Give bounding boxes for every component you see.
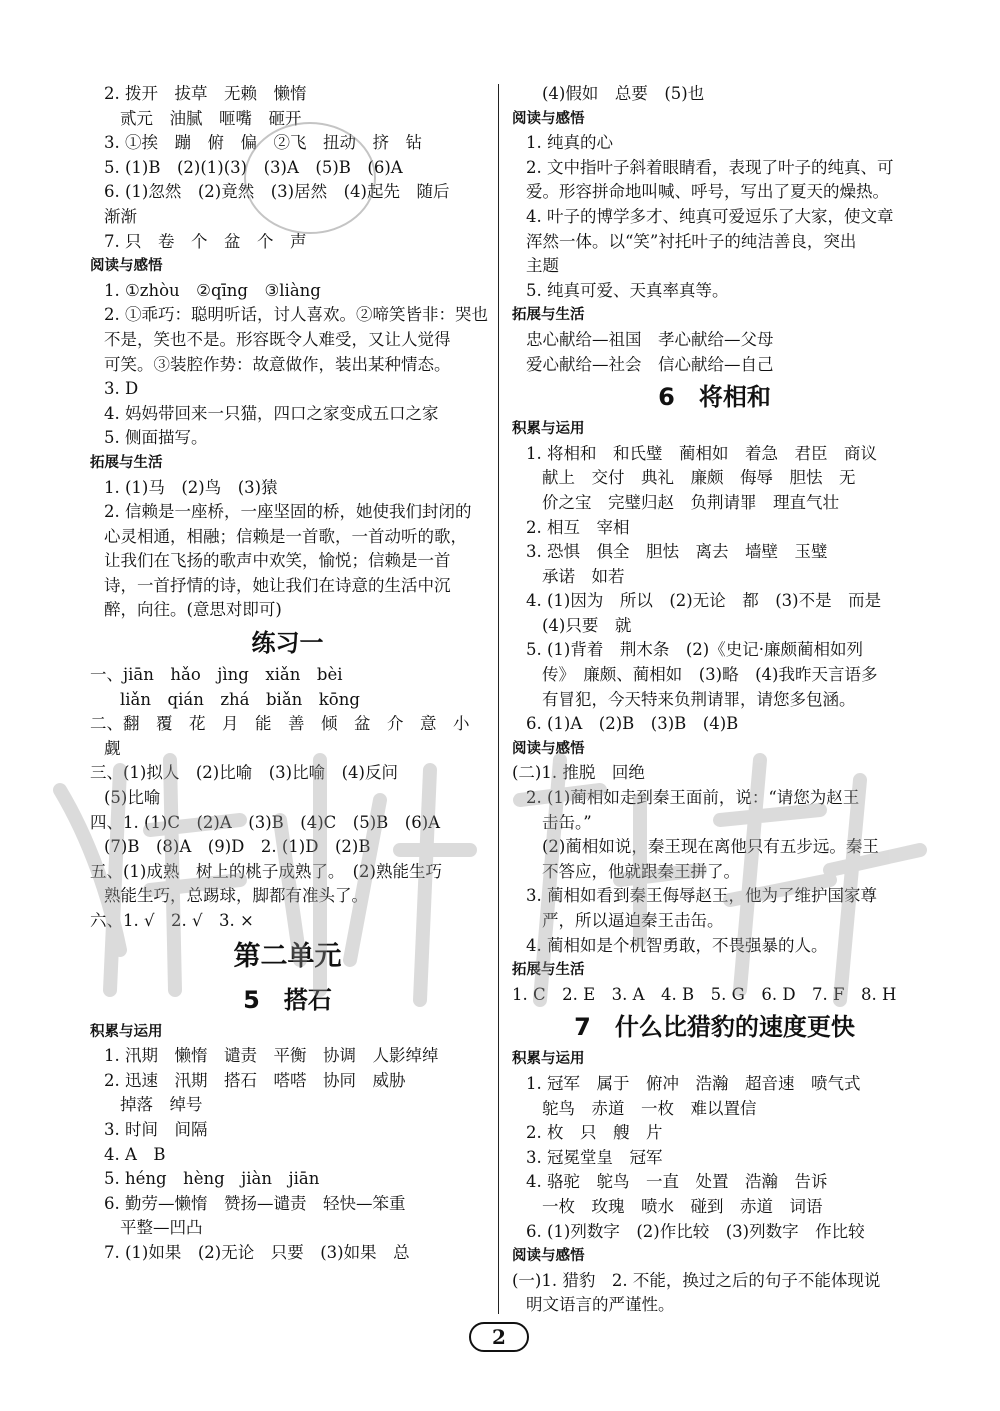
answer-line: (5)比喻 (104, 788, 161, 808)
answer-line: 3. 时间 间隔 (104, 1119, 208, 1139)
answer-line: 渐渐 (104, 206, 137, 226)
answer-line: 4. 妈妈带回来一只猫，四口之家变成五口之家 (104, 403, 439, 423)
answer-line: 1. ①zhòu ②qīng ③liàng (104, 280, 321, 300)
answer-line: 4. 蔺相如是个机智勇敢，不畏强暴的人。 (526, 935, 828, 955)
answer-line: 平整—凹凸 (120, 1218, 203, 1238)
answer-line: 2. 相互 宰相 (526, 517, 630, 537)
answer-line: 一、jiān hǎo jìng xiǎn bèi (90, 665, 343, 685)
answer-line: 五、(1)成熟 树上的桃子成熟了。 (2)熟能生巧 (90, 861, 442, 881)
answer-line: 4. 骆驼 鸵鸟 一直 处置 浩瀚 告诉 (526, 1172, 828, 1192)
answer-line: 三、(1)拟人 (2)比喻 (3)比喻 (4)反问 (90, 763, 398, 783)
answer-line: 鸵鸟 赤道 一枚 难以置信 (542, 1098, 757, 1118)
answer-line: 一枚 玫瑰 喷水 碰到 赤道 词语 (542, 1196, 823, 1216)
right-column (512, 82, 917, 1318)
answer-line: 3. 蔺相如看到秦王侮辱赵王，他为了维护国家尊 (526, 886, 877, 906)
answer-line: 承诺 如若 (542, 566, 625, 586)
answer-line: 忠心献给—祖国 孝心献给—父母 (526, 329, 774, 349)
answer-line: 5. 侧面描写。 (104, 428, 208, 448)
answer-line: (二)1. 推脱 回绝 (512, 763, 645, 783)
answer-line: 2. 枚 只 艘 片 (526, 1123, 663, 1143)
section-heading: 阅读与感悟 (512, 1248, 585, 1265)
section-heading: 积累与运用 (512, 421, 585, 438)
answer-line: 1. 将相和 和氏璧 蔺相如 着急 君臣 商议 (526, 443, 877, 463)
answer-line: 7. (1)如果 (2)无论 只要 (3)如果 总 (104, 1242, 410, 1262)
lesson-title: 5 搭石 (243, 985, 332, 1014)
answer-line: 二、翻 覆 花 月 能 善 倾 盆 介 意 小 (90, 714, 470, 734)
answer-line: 主题 (526, 256, 559, 276)
section-heading: 阅读与感悟 (90, 258, 163, 275)
section-heading: 阅读与感悟 (512, 110, 585, 127)
lesson-title: 7 什么比猎豹的速度更快 (574, 1013, 855, 1042)
answer-line: 5. héng hèng jiàn jiān (104, 1169, 320, 1189)
answer-line: 诗，一首抒情的诗，她让我们在诗意的生活中沉 (104, 575, 451, 595)
answer-line: 2. (1)蔺相如走到秦王面前，说：“请您为赵王 (526, 788, 860, 808)
answer-line: (7)B (8)A (9)D 2. (1)D (2)B (104, 837, 371, 857)
section-heading: 积累与运用 (512, 1051, 585, 1068)
answer-line: 醉，向往。(意思对即可) (104, 600, 282, 620)
column-divider (498, 84, 499, 1314)
answer-line: 3. 冠冕堂皇 冠军 (526, 1147, 663, 1167)
answer-line: 2. ①乖巧：聪明听话，讨人喜欢。②啼笑皆非：哭也 (104, 305, 488, 325)
answer-line: 明文语言的严谨性。 (526, 1295, 675, 1315)
answer-line: 2. 拨开 拔草 无赖 懒惰 (104, 84, 307, 103)
answer-line: 传》 廉颇、蔺相如 (3)略 (4)我昨天言语多 (542, 665, 878, 685)
answer-line: 价之宝 完璧归赵 负荆请罪 理直气壮 (542, 492, 839, 512)
answer-line: 不是，笑也不是。形容既令人难受，又让人觉得 (104, 329, 451, 349)
section-heading: 拓展与生活 (512, 962, 585, 979)
answer-line: 5. (1)B (2)(1)(3) (3)A (5)B (6)A (104, 157, 403, 177)
answer-line: (一)1. 猎豹 2. 不能，换过之后的句子不能体现说 (512, 1270, 881, 1290)
left-column (90, 82, 488, 1266)
answer-line: 爱心献给—社会 信心献给—自己 (526, 354, 774, 374)
answer-line: 掉落 绰号 (120, 1095, 203, 1115)
answer-line: 四、1. (1)C (2)A (3)B (4)C (5)B (6)A (90, 812, 441, 832)
answer-line: 贰元 油腻 咂嘴 砸开 (120, 108, 302, 128)
answer-line: 1. C 2. E 3. A 4. B 5. G 6. D 7. F 8. H (512, 984, 897, 1004)
answer-line: 不答应，他就跟秦王拼了。 (542, 861, 740, 881)
answer-line: 1. 纯真的心 (526, 133, 613, 153)
answer-line: (4)只要 就 (542, 615, 632, 635)
answer-line: 六、1. √ 2. √ 3. × (90, 911, 254, 930)
answer-line: 爱。形容拼命地叫喊、呼号，写出了夏天的燥热。 (526, 182, 889, 202)
answer-line: 心灵相通，相融；信赖是一首歌，一首动听的歌， (104, 526, 467, 546)
lesson-title: 第二单元 (233, 940, 342, 972)
answer-line: 6. (1)列数字 (2)作比较 (3)列数字 作比较 (526, 1221, 865, 1241)
lesson-title: 6 将相和 (658, 383, 771, 412)
answer-line: 3. 恐惧 俱全 胆怯 离去 墙壁 玉璧 (526, 542, 828, 562)
section-heading: 拓展与生活 (90, 454, 163, 471)
answer-line: 5. 纯真可爱、天真率真等。 (526, 280, 729, 300)
answer-line: 熟能生巧，总踢球，脚都有准头了。 (104, 886, 368, 906)
answer-line: 7. 只 卷 个 盆 个 声 (104, 231, 307, 251)
answer-line: 可笑。③装腔作势：故意做作，装出某种情态。 (104, 354, 451, 374)
answer-line: 1. 汛期 懒惰 谴责 平衡 协调 人影绰绰 (104, 1046, 439, 1066)
answer-line: (2)蔺相如说，秦王现在离他只有五步远。秦王 (542, 837, 879, 857)
answer-line: 严，所以逼迫秦王击缶。 (542, 911, 724, 930)
answer-line: 6. (1)忽然 (2)竟然 (3)居然 (4)起先 随后 (104, 182, 450, 202)
answer-line: 4. 叶子的博学多才、纯真可爱逗乐了大家，使文章 (526, 206, 894, 226)
answer-line: 让我们在飞扬的歌声中欢笑，愉悦；信赖是一首 (104, 551, 451, 571)
section-heading: 积累与运用 (90, 1023, 163, 1040)
answer-line: 3. ①挨 蹦 俯 偏 ②飞 扭动 挤 钻 (104, 133, 422, 153)
answer-line: 2. 迅速 汛期 搭石 嗒嗒 协同 威胁 (104, 1070, 406, 1090)
answer-line: liǎn qián zhá biǎn kōng (120, 689, 360, 709)
answer-line: 击缶。” (542, 812, 592, 832)
answer-line: (4)假如 总要 (5)也 (542, 84, 705, 103)
answer-line: 觑 (104, 738, 121, 758)
answer-line: 献上 交付 典礼 廉颇 侮辱 胆怯 无 (542, 468, 856, 488)
answer-line: 2. 信赖是一座桥，一座坚固的桥，她使我们封闭的 (104, 502, 472, 522)
section-heading: 阅读与感悟 (512, 740, 585, 757)
answer-line: 1. (1)马 (2)鸟 (3)猿 (104, 477, 278, 497)
answer-line: 1. 冠军 属于 俯冲 浩瀚 超音速 喷气式 (526, 1073, 861, 1093)
answer-line: 4. A B (104, 1144, 166, 1164)
answer-line: 3. D (104, 379, 139, 399)
page-number: 2 (469, 1322, 529, 1352)
answer-line: 2. 文中指叶子斜着眼睛看，表现了叶子的纯真、可 (526, 157, 894, 177)
section-heading: 拓展与生活 (512, 307, 585, 324)
answer-line: 6. (1)A (2)B (3)B (4)B (526, 714, 739, 734)
answer-line: 4. (1)因为 所以 (2)无论 都 (3)不是 而是 (526, 591, 882, 611)
answer-line: 6. 勤劳—懒惰 赞扬—谴责 轻快—笨重 (104, 1193, 406, 1213)
lesson-title: 练习一 (251, 629, 324, 658)
answer-line: 有冒犯，今天特来负荆请罪，请您多包涵。 (542, 689, 856, 709)
answer-line: 5. (1)背着 荆木条 (2)《史记·廉颇蔺相如列 (526, 640, 863, 660)
answer-line: 浑然一体。以“笑”衬托叶子的纯洁善良，突出 (526, 231, 857, 251)
